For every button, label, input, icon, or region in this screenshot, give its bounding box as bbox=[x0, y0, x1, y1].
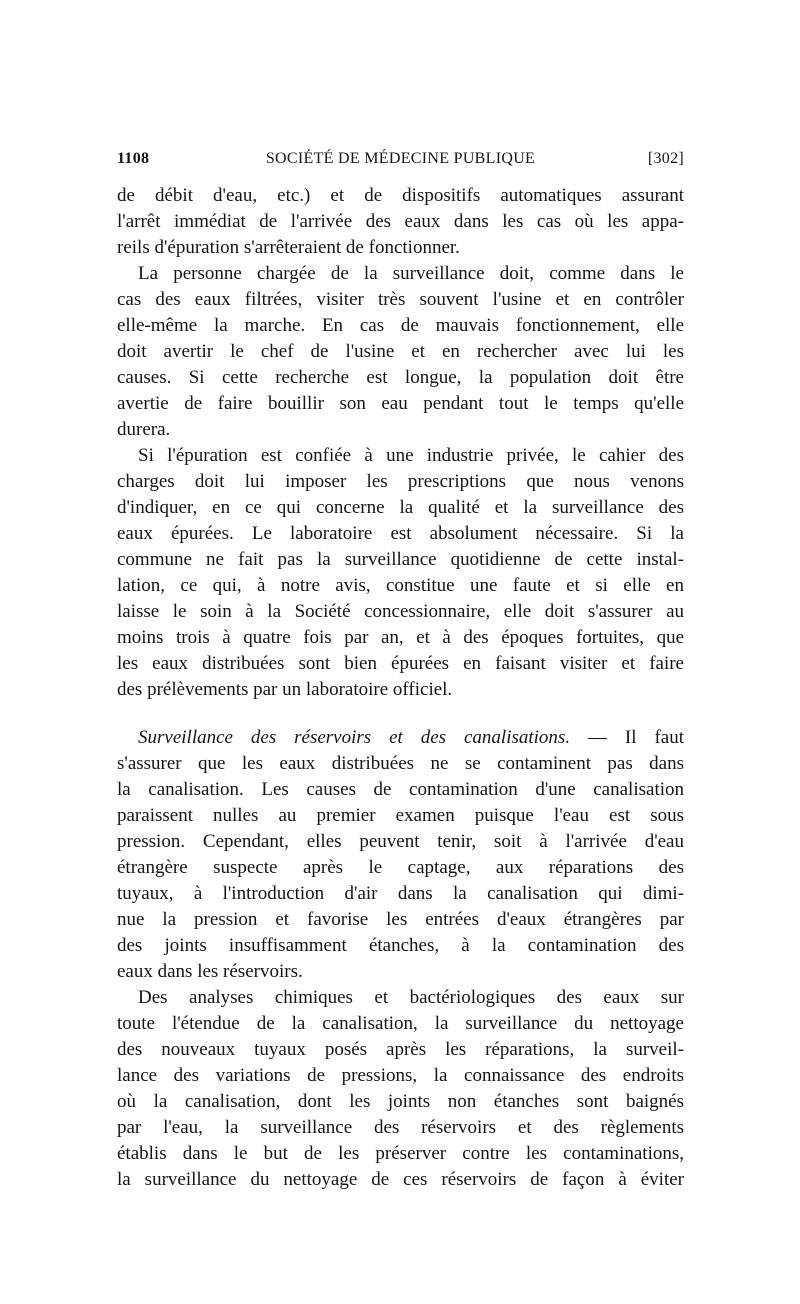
text-line: doit avertir le chef de l'usine et en rechercher avec lui les bbox=[117, 341, 684, 362]
text-line: eaux épurées. Le laboratoire est absolument nécessaire. Si la bbox=[117, 523, 684, 544]
text-line: Si l'épuration est confiée à une industrie privée, le cahier des bbox=[138, 445, 684, 466]
section-heading: Surveillance des réservoirs et des canalisations. bbox=[138, 727, 571, 748]
text-line: paraissent nulles au premier examen puisque l'eau est sous bbox=[117, 805, 684, 826]
running-header bbox=[117, 150, 684, 172]
text-line: cas des eaux filtrées, visiter très souvent l'usine et en contrôler bbox=[117, 289, 684, 310]
text-line: étrangère suspecte après le captage, aux réparations des bbox=[117, 857, 684, 878]
text-line: les eaux distribuées sont bien épurées en faisant visiter et faire bbox=[117, 653, 684, 674]
text-line: La personne chargée de la surveillance doit, comme dans le bbox=[138, 263, 684, 284]
text-line: où la canalisation, dont les joints non étanches sont baignés bbox=[117, 1091, 684, 1112]
page-number: 1108 bbox=[117, 150, 150, 167]
text-line: l'arrêt immédiat de l'arrivée des eaux dans les cas où les appa- bbox=[117, 211, 684, 232]
text-line: s'assurer que les eaux distribuées ne se contaminent pas dans bbox=[117, 753, 684, 774]
text-line: de débit d'eau, etc.) et de dispositifs automatiques assurant bbox=[117, 185, 684, 206]
text-line: établis dans le but de les préserver contre les contaminations, bbox=[117, 1143, 684, 1164]
text-line: des prélèvements par un laboratoire officiel. bbox=[117, 679, 453, 700]
text-line: d'indiquer, en ce qui concerne la qualité et la surveillance des bbox=[117, 497, 684, 518]
text-line: causes. Si cette recherche est longue, la population doit être bbox=[117, 367, 684, 388]
text-line: lation, ce qui, à notre avis, constitue une faute et si elle en bbox=[117, 575, 684, 596]
text-line: nue la pression et favorise les entrées d'eaux étrangères par bbox=[117, 909, 684, 930]
text-line: la surveillance du nettoyage de ces réservoirs de façon à éviter bbox=[117, 1169, 684, 1190]
text-line: des nouveaux tuyaux posés après les réparations, la surveil- bbox=[117, 1039, 684, 1060]
text-line: laisse le soin à la Société concessionnaire, elle doit s'assurer au bbox=[117, 601, 684, 622]
text-line: eaux dans les réservoirs. bbox=[117, 961, 303, 982]
text-line: charges doit lui imposer les prescriptions que nous venons bbox=[117, 471, 684, 492]
text-line: avertie de faire bouillir son eau pendant tout le temps qu'elle bbox=[117, 393, 684, 414]
text-line: la canalisation. Les causes de contamination d'une canalisation bbox=[117, 779, 684, 800]
text-line: reils d'épuration s'arrêteraient de fonctionner. bbox=[117, 237, 460, 258]
text-line: moins trois à quatre fois par an, et à des époques fortuites, que bbox=[117, 627, 684, 648]
text-line: commune ne fait pas la surveillance quotidienne de cette instal- bbox=[117, 549, 684, 570]
text-line: Des analyses chimiques et bactériologiques des eaux sur bbox=[138, 987, 684, 1008]
section-lead: — Il faut bbox=[588, 727, 684, 748]
running-title: SOCIÉTÉ DE MÉDECINE PUBLIQUE bbox=[265, 150, 536, 167]
text-line: toute l'étendue de la canalisation, la surveillance du nettoyage bbox=[117, 1013, 684, 1034]
text-line: durera. bbox=[117, 419, 171, 440]
text-line: elle-même la marche. En cas de mauvais fonctionnement, elle bbox=[117, 315, 684, 336]
text-line: tuyaux, à l'introduction d'air dans la canalisation qui dimi- bbox=[117, 883, 684, 904]
text-line: pression. Cependant, elles peuvent tenir, soit à l'arrivée d'eau bbox=[117, 831, 684, 852]
text-line: des joints insuffisamment étanches, à la contamination des bbox=[117, 935, 684, 956]
text-line: par l'eau, la surveillance des réservoirs et des règlements bbox=[117, 1117, 684, 1138]
bracket-page-number: [302] bbox=[647, 150, 684, 167]
section-heading-line bbox=[138, 725, 684, 751]
text-line: lance des variations de pressions, la connaissance des endroits bbox=[117, 1065, 684, 1086]
